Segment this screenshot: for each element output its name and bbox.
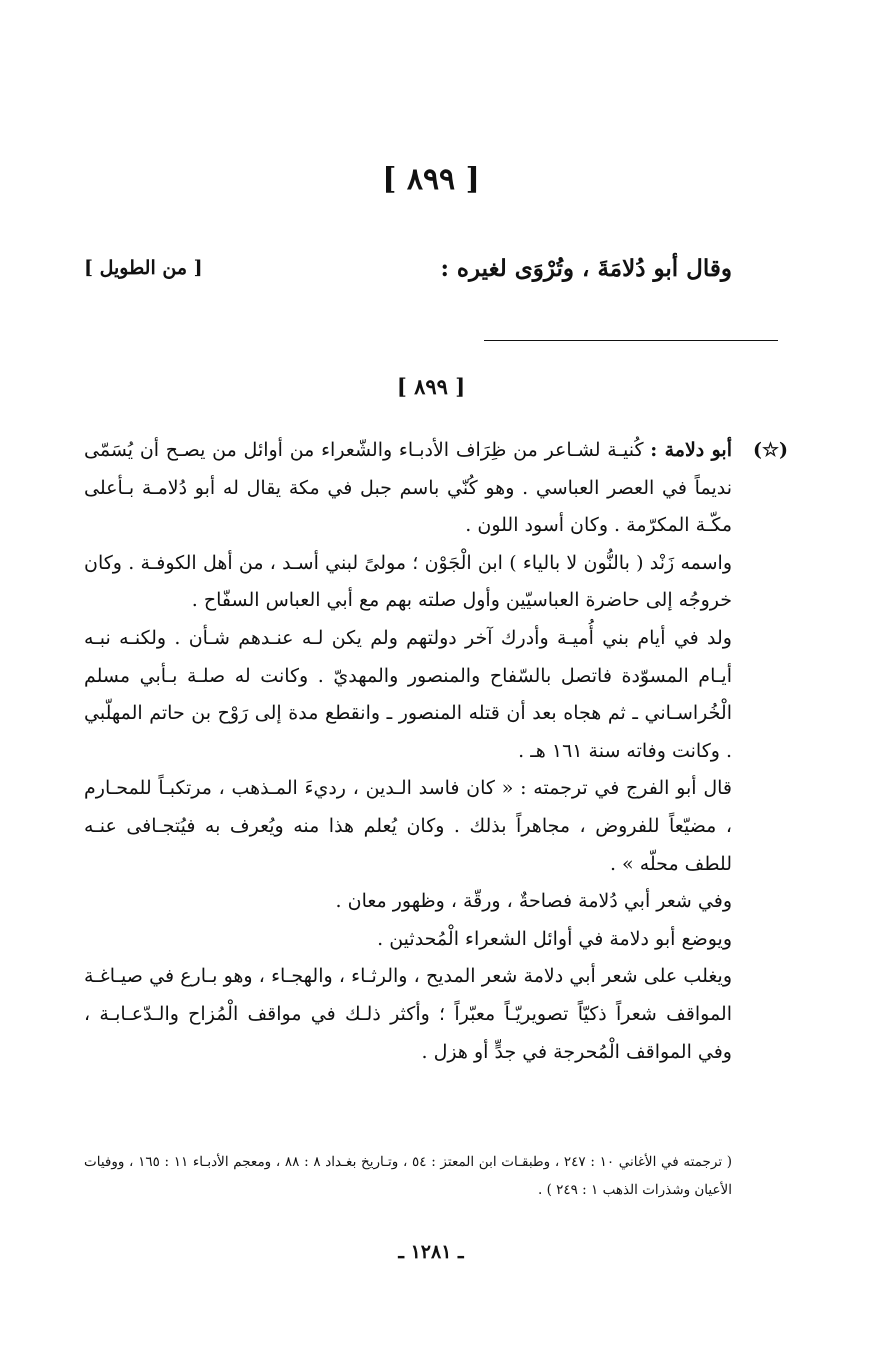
notes-paragraph-1-text: كُنيـة لشـاعر من ظِرَاف الأدبـاء والشّعراء من أوائل من يصـح أن يُسَمّى نديماً في العصر العباسي . وهو كُنّي باسم جبل في مكة يقال له أبو دُلامـة بـأعلى مكّـة المكرّمة . وكان أسود اللون .	[84, 439, 732, 537]
sources-citation	[84, 1148, 732, 1204]
footnote-separator	[484, 340, 778, 341]
notes-paragraph-2: واسمه زَنْد ( بالنُّون لا بالياء ) ابن الْجَوْن ؛ مولىً لبني أسـد ، من أهل الكوفـة . وكان خروجُه إلى حاضرة العباسيّين وأول صلته بهم مع أبي العباس السفّاح .	[84, 551, 732, 612]
notes-paragraph-1	[84, 432, 732, 545]
notes-paragraph-3: ولد في أيام بني أُميـة وأدرك آخر دولتهم ولم يكن لـه عنـدهم شـأن . ولكنـه نبـه أيـام المسوّدة فاتصل بالسّفاح والمنصور والمهديّ . وكانت له صلـة بـأبي مسلم الْخُراسـاني ـ ثم هجاه بعد أن قتله المنصور ـ وانقطع مدة إلى رَوْح بن حاتم المهلّبي . وكانت وفاته سنة ١٦١ هـ .	[84, 626, 732, 762]
biography-notes	[84, 432, 732, 1071]
sources-text: ( ترجمته في الأغاني ١٠ : ٢٤٧ ، وطبقـات ابن المعتز : ٥٤ ، وتـاريخ بغـداد ٨ : ٨٨ ، ومعجم الأدبـاء ١١ : ١٦٥ ، ووفيات الأعيان وشذرات الذهب ١ : ٢٤٩ ) .	[84, 1154, 733, 1198]
poem-heading	[84, 248, 732, 288]
poem-meter: [ من الطويل ]	[84, 257, 203, 279]
note-marker: (☆)	[752, 439, 788, 461]
poem-number: [ ٨٩٩ ]	[382, 162, 480, 197]
poem-heading-title: وقال أبو دُلامَةَ ، وتُرْوَى لغيره :	[440, 254, 732, 282]
note-number: [ ٨٩٩ ]	[396, 374, 466, 399]
notes-paragraph-4: قال أبو الفرج في ترجمته : « كان فاسد الـدين ، رديءَ المـذهب ، مرتكبـاً للمحـارم ، مضيّعاً للفروض ، مجاهراً بذلك . وكان يُعلم هذا منه ويُعرف به فيُتجـافى عنـه للطف محلّه » .	[84, 777, 732, 875]
notes-paragraph-5: وفي شعر أبي دُلامة فصاحةٌ ، ورقّة ، وظهور معان .	[335, 890, 732, 913]
notes-lead: أبو دلامة :	[650, 439, 732, 461]
page-number: ـ ١٢٨١ ـ	[398, 1241, 464, 1263]
notes-paragraph-6: ويوضع أبو دلامة في أوائل الشعراء الْمُحدثين .	[377, 927, 732, 950]
notes-paragraph-7: ويغلب على شعر أبي دلامة شعر المديح ، والرثـاء ، والهجـاء ، وهو بـارع في صيـاغـة المواقف شعراً ذكيّاً تصويريّـاً معبّراً ؛ وأكثر ذلـك في مواقف الْمُزاح والـدّعـابـة ، وفي المواقف الْمُحرجة في جدٍّ أو هزل .	[84, 965, 732, 1063]
